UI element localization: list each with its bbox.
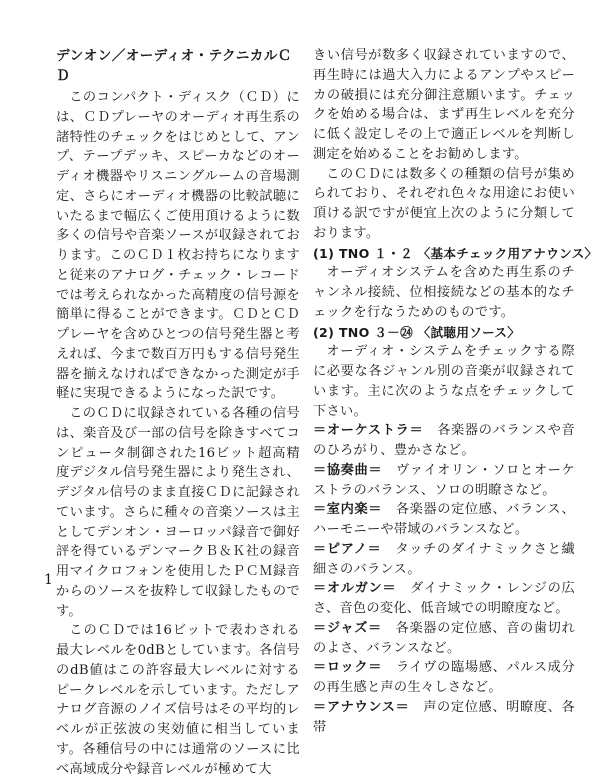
list-item-desc: ライヴの臨場感、パルス成分の再生感と声の生々しさなど。 [313,660,575,695]
list-item-term: ＝アナウンス＝ [313,699,410,715]
list-item-term: ＝ピアノ＝ [313,541,382,557]
section-body-listening-source: オーディオ・システムをチェックする際に必要な各ジャンル別の音楽が収録されています。主に次のような点をチェックして下さい。 [313,344,575,419]
list-item-term: ＝ジャズ＝ [313,620,382,636]
list-item-term: ＝オーケストラ＝ [313,423,424,439]
body-paragraph-3: このＣＤでは16ビットで表わされる最大レベルを0dBとしています。各信号のdB値はこの許容最大レベルに対するピークレベルを示しています。ただしアナログ音源のノイズ信号はその平均的レベルが正弦波の実効値に相当しています。各種信号の中には通常のソースに比べ高域成分や録音レベルが極めて大 [56,623,300,777]
list-item-desc: 各楽器の定位感、音の歯切れのよさ、バランスなど。 [313,620,575,656]
list-item-desc: ヴァイオリン・ソロとオーケストラのバランス、ソロの明瞭さなど。 [313,462,576,498]
list-item-term: ＝オルガン＝ [313,581,397,597]
body-paragraph-continued: きい信号が数多く収録されていますので、再生時には過大入力によるアンプやスピーカの破損には充分御注意願います。チェックを始める場合は、まず再生レベルを充分に低く設定しその上で適正レベルを判断し測定を始めることをお勧めします。 [313,48,575,162]
list-item-term: ＝ロック＝ [313,660,383,676]
list-item-orchestra [313,421,575,461]
list-item-organ [313,579,575,619]
section-heading-listening-source: (2) TNO ３－㉔ 〈試聴用ソース〉 [313,324,521,340]
section-body-basic-check: オーディオシステムを含めた再生系のチャンネル接続、位相接続などの基本的なチェックを行なうためのものです。 [313,265,575,320]
right-column [313,46,598,737]
list-item-desc: ダイナミック・レンジの広さ、音色の変化、低音域での明瞭度など。 [313,581,575,616]
list-item-jazz [313,619,575,659]
list-item-term: ＝協奏曲＝ [313,462,383,478]
list-item-announce [313,698,575,738]
body-paragraph-4: このＣＤには数多くの種類の信号が集められており、それぞれ色々な用途にお使い頂ける訳ですが便宜上次のように分類しております。 [313,166,575,241]
list-item-desc: タッチのダイナミックさと繊細さのバランス。 [313,541,576,577]
list-item-concerto [313,461,575,501]
body-paragraph-2: このＣＤに収録されている各種の信号は、楽音及び一部の信号を除きすべてコンピュータ制御された16ビット超高精度デジタル信号発生器により発生され、デジタル信号のまま直接ＣＤに記録されています。さらに種々の音楽ソースは主としてデンオン・ヨーロッパ録音で御好評を得ているデンマークＢ＆Ｋ社の録音用マイクロフォンを使用したＰＣＭ録音からのソースを抜粋して収録したものです。 [56,406,300,619]
list-item-term: ＝室内楽＝ [313,502,383,518]
list-item-chamber [313,500,575,540]
list-item-rock [313,658,575,698]
list-item-desc: 各楽器の定位感、バランス、ハーモニーや帯域のバランスなど。 [313,502,575,537]
list-item-desc: 声の定位感、明瞭度、各帯 [313,699,575,735]
page-title: デンオン／オーディオ・テクニカルＣＤ [56,48,292,84]
list-item-piano [313,540,575,580]
page-number: 1 [44,572,53,588]
section-heading-basic-check: (1) TNO １・２ 〈基本チェック用アナウンス〉 [313,245,598,261]
left-column [56,46,300,779]
body-paragraph-1: このコンパクト・ディスク（ＣＤ）には、ＣＤプレーヤのオーディオ再生系の諸特性のチェックをはじめとして、アンプ、テープデッキ、スピーカなどのオーディオ機器やリスニングルームの音場測定、さらにオーディオ機器の比較試聴にいたるまで幅広くご使用頂けるように数多くの信号や音楽ソースが収録されております。このＣＤ１枚お持ちになりますと従来のアナログ・チェック・レコードでは考えられなかった高精度の信号源を簡単に得ることができます。ＣＤとＣＤプレーヤを含めひとつの信号発生器と考えれば、今まで数百万円もする信号発生器を揃えなければできなかった測定が手軽に実現できるようになった訳です。 [56,90,300,402]
list-item-desc: 各楽器のバランスや音のひろがり、豊かさなど。 [313,423,575,458]
